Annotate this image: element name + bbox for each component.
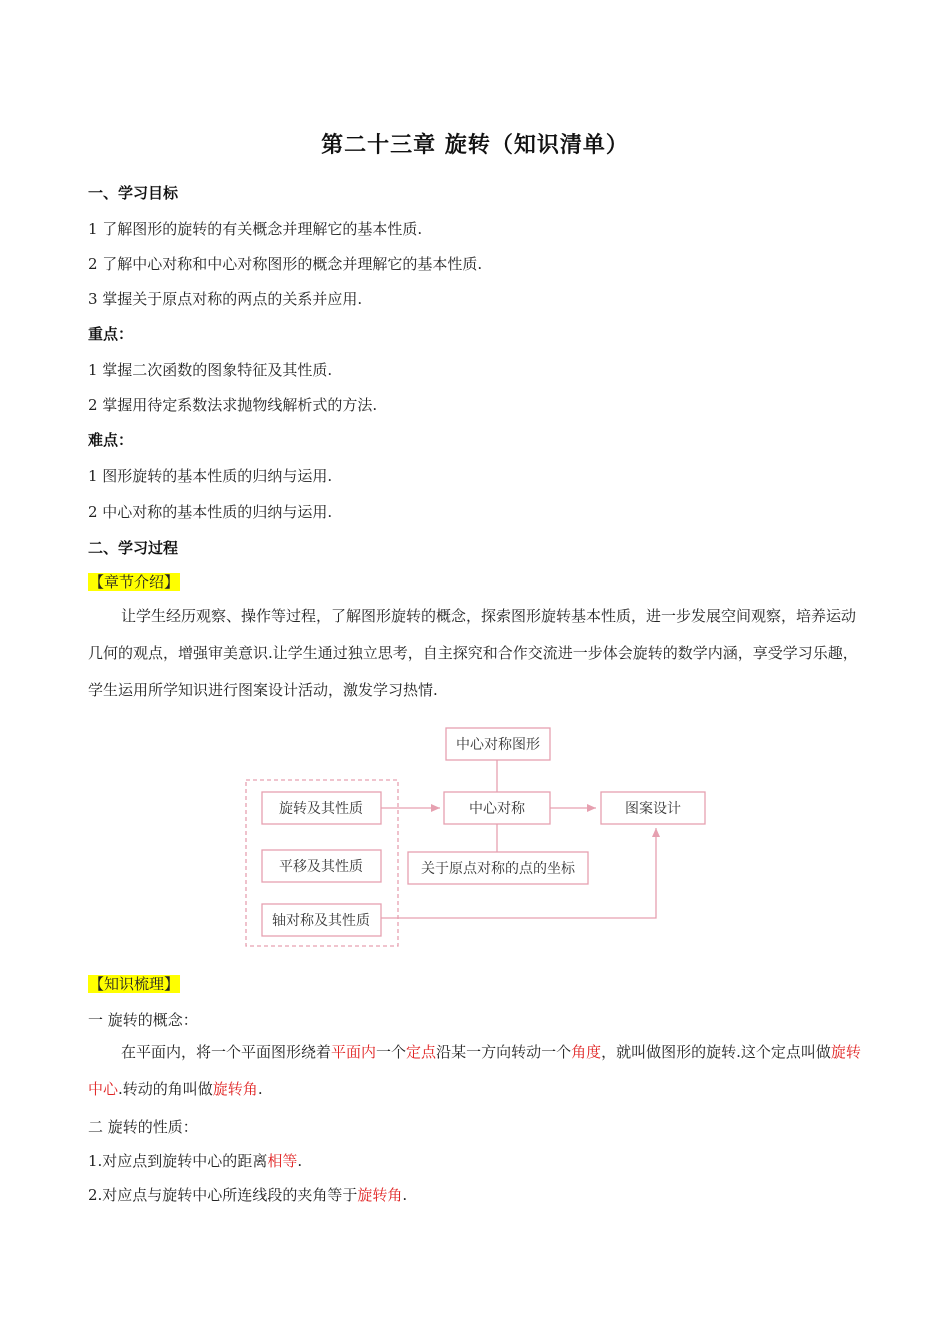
section-learning-goals-heading: 一、学习目标: [88, 184, 179, 202]
key-point-item: 1 掌握二次函数的图象特征及其性质.: [88, 361, 333, 379]
highlight-text: 旋转角: [212, 1080, 258, 1098]
highlight-text: 平面内: [331, 1043, 377, 1061]
text-run: 2.对应点与旋转中心所连线段的夹角等于: [88, 1186, 358, 1204]
diagram-label-left: 旋转及其性质: [279, 801, 363, 817]
diagram-label-left: 平移及其性质: [279, 859, 363, 875]
diagram-label-bottom: 关于原点对称的点的坐标: [421, 861, 575, 877]
diagram-boxes: [262, 728, 705, 936]
knowledge-tag-line: [88, 974, 180, 994]
key-point-item: 2 掌握用待定系数法求抛物线解析式的方法.: [88, 396, 378, 414]
highlight-text: 旋转角: [357, 1186, 403, 1204]
text-run: 1.对应点到旋转中心的距离: [88, 1152, 268, 1170]
text-run: .: [297, 1152, 303, 1170]
goal-item: 3 掌握关于原点对称的两点的关系并应用.: [88, 290, 363, 308]
chapter-intro-paragraph: 让学生经历观察、操作等过程，了解图形旋转的概念，探索图形旋转基本性质，进一步发展空间观察，培养运动几何的观点，增强审美意识.让学生通过独立思考，自主探究和合作交流进一步体会旋转的数学内涵，享受学习乐趣，学生运用所学知识进行图案设计活动，激发学习热情.: [88, 607, 858, 699]
highlight-text: 相等: [267, 1152, 298, 1170]
key-points-label: 重点：: [88, 325, 134, 343]
text-run: 沿某一方向转动一个: [436, 1043, 572, 1061]
text-run: 在平面内，将一个平面图形绕着: [121, 1043, 332, 1061]
property-item: [88, 1185, 407, 1205]
diagram-label-left: 轴对称及其性质: [272, 913, 370, 929]
page-title: 第二十三章 旋转（知识清单）: [321, 133, 629, 158]
diagram-label-right: 图案设计: [625, 801, 681, 817]
text-run: .: [402, 1186, 408, 1204]
text-run: ，就叫做图形的旋转.这个定点叫做: [601, 1043, 831, 1061]
diagram-label-top: 中心对称图形: [456, 737, 540, 753]
difficult-points-label: 难点：: [88, 431, 134, 449]
text-run: 一个: [376, 1043, 407, 1061]
goal-item: 2 了解中心对称和中心对称图形的概念并理解它的基本性质.: [88, 255, 483, 273]
highlight-text: 角度: [571, 1043, 602, 1061]
property-item: [88, 1151, 302, 1171]
difficult-point-item: 1 图形旋转的基本性质的归纳与运用.: [88, 467, 333, 485]
difficult-point-item: 2 中心对称的基本性质的归纳与运用.: [88, 503, 333, 521]
properties-heading: 二 旋转的性质：: [88, 1118, 198, 1136]
rotation-concept-paragraph: [88, 1034, 864, 1108]
concept-heading: 一 旋转的概念：: [88, 1011, 198, 1029]
diagram-label-center: 中心对称: [469, 801, 525, 817]
highlight-text: 定点: [406, 1043, 437, 1061]
highlight-text: 旋转中心: [88, 1043, 861, 1098]
section-learning-process-heading: 二、学习过程: [88, 539, 179, 557]
text-run: .: [257, 1080, 263, 1098]
highlight-tag: 【知识梳理】: [89, 975, 180, 993]
highlight-tag: 【章节介绍】: [89, 573, 180, 591]
text-run: .转动的角叫做: [118, 1080, 213, 1098]
goal-item: 1 了解图形的旋转的有关概念并理解它的基本性质.: [88, 220, 423, 238]
